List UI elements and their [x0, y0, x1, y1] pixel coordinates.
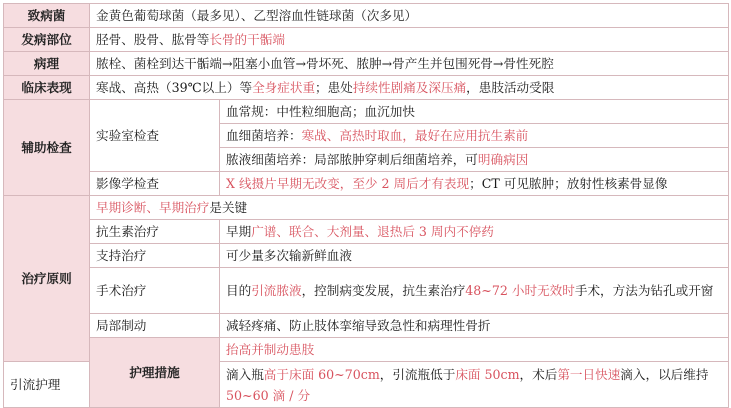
clinical-text-highlight-1: 全身症状重 — [252, 80, 316, 95]
row-label-pathogen: 致病菌 — [4, 4, 90, 28]
imaging-b: ；CT 可见脓肿；放射性核素骨显像 — [469, 176, 668, 191]
drain-c: ，引流瓶低于 — [379, 366, 456, 382]
pus-culture-highlight: 明确病因 — [477, 152, 529, 167]
row-label-treatment: 治疗原则 — [4, 196, 90, 362]
drain-g: 滴入，以后维持 — [620, 366, 709, 382]
drain-a: 滴入瓶 — [226, 366, 264, 382]
clinical-text — [90, 76, 729, 100]
row-treatment-support — [4, 244, 729, 268]
clinical-text-highlight-2: 持续性剧痛及深压痛 — [352, 80, 467, 95]
lab-exam-label: 实验室检查 — [90, 100, 220, 172]
treatment-intro-text — [90, 196, 729, 220]
imaging-highlight: X 线摄片早期无改变，至少 2 周后才有表现 — [226, 176, 470, 191]
surgery-label: 手术治疗 — [90, 268, 220, 314]
osteomyelitis-summary-table — [3, 3, 729, 408]
brake-label: 局部制动 — [90, 314, 220, 338]
drain-text — [220, 362, 729, 408]
site-text — [90, 28, 729, 52]
elevate-label: 抬高并制动患肢 — [220, 338, 729, 362]
treatment-intro-b: 是关键 — [209, 200, 248, 215]
pathology-text: 脓栓、菌栓到达干骺端→阻塞小血管→骨坏死、脓肿→骨产生并包围死骨→骨性死腔 — [90, 52, 729, 76]
pus-culture-a: 脓液细菌培养：局部脓肿穿刺后细菌培养，可 — [226, 152, 478, 167]
pus-culture-text — [220, 148, 729, 172]
brake-text: 减轻疼痛、防止肢体挛缩导致急性和病理性骨折 — [220, 314, 729, 338]
row-site — [4, 28, 729, 52]
support-text: 可少量多次输新鲜血液 — [220, 244, 729, 268]
clinical-text-e: ，患肢活动受限 — [466, 80, 555, 95]
blood-culture-a: 血细菌培养： — [226, 128, 302, 143]
antibiotic-highlight: 广谱、联合、大剂量、退热后 3 周内不停药 — [251, 224, 494, 239]
surgery-highlight-2: 48~72 小时无效时 — [465, 283, 575, 298]
drain-highlight-2: 床面 50cm — [455, 366, 520, 382]
site-text-highlight: 长骨的干骺端 — [209, 32, 285, 47]
blood-routine-text: 血常规：中性粒细胞高；血沉加快 — [220, 100, 729, 124]
treatment-intro-highlight: 早期诊断、早期治疗 — [96, 200, 210, 215]
surgery-text — [220, 268, 729, 314]
row-label-nursing: 护理措施 — [90, 338, 220, 408]
row-clinical — [4, 76, 729, 100]
drain-highlight-3: 第一日快速 — [557, 366, 621, 382]
row-nursing-elevate — [4, 338, 729, 362]
row-treatment-antibiotic — [4, 220, 729, 244]
surgery-highlight-1: 引流脓液 — [251, 283, 302, 298]
row-label-pathology: 病理 — [4, 52, 90, 76]
surgery-a: 目的 — [226, 283, 252, 298]
pathogen-text: 金黄色葡萄球菌（最多见）、乙型溶血性链球菌（次多见） — [90, 4, 729, 28]
blood-culture-highlight: 寒战、高热时取血，最好在应用抗生素前 — [301, 128, 529, 143]
antibiotic-text — [220, 220, 729, 244]
clinical-text-a: 寒战、高热（39℃以上）等 — [96, 80, 253, 95]
blood-culture-text — [220, 124, 729, 148]
row-label-site: 发病部位 — [4, 28, 90, 52]
support-label: 支持治疗 — [90, 244, 220, 268]
row-aux-imaging — [4, 172, 729, 196]
imaging-text — [220, 172, 729, 196]
row-pathology — [4, 52, 729, 76]
row-treatment-surgery — [4, 268, 729, 314]
row-label-aux: 辅助检查 — [4, 100, 90, 196]
row-treatment-brake — [4, 314, 729, 338]
imaging-exam-label: 影像学检查 — [90, 172, 220, 196]
drain-highlight-1: 高于床面 60~70cm — [263, 366, 380, 382]
site-text-a: 胫骨、股骨、肱骨等 — [96, 32, 210, 47]
antibiotic-a: 早期 — [226, 224, 252, 239]
row-treatment-intro — [4, 196, 729, 220]
drain-highlight-4: 50~60 滴 / 分 — [226, 387, 311, 403]
clinical-text-c: ；患处 — [315, 80, 353, 95]
row-label-clinical: 临床表现 — [4, 76, 90, 100]
row-aux-blood-routine — [4, 100, 729, 124]
drain-label: 引流护理 — [4, 362, 90, 408]
surgery-c: ，控制病变发展，抗生素治疗 — [301, 283, 466, 298]
surgery-e: 手术，方法为钻孔或开窗 — [574, 283, 714, 298]
row-pathogen — [4, 4, 729, 28]
drain-e: ，术后 — [519, 366, 558, 382]
antibiotic-label: 抗生素治疗 — [90, 220, 220, 244]
